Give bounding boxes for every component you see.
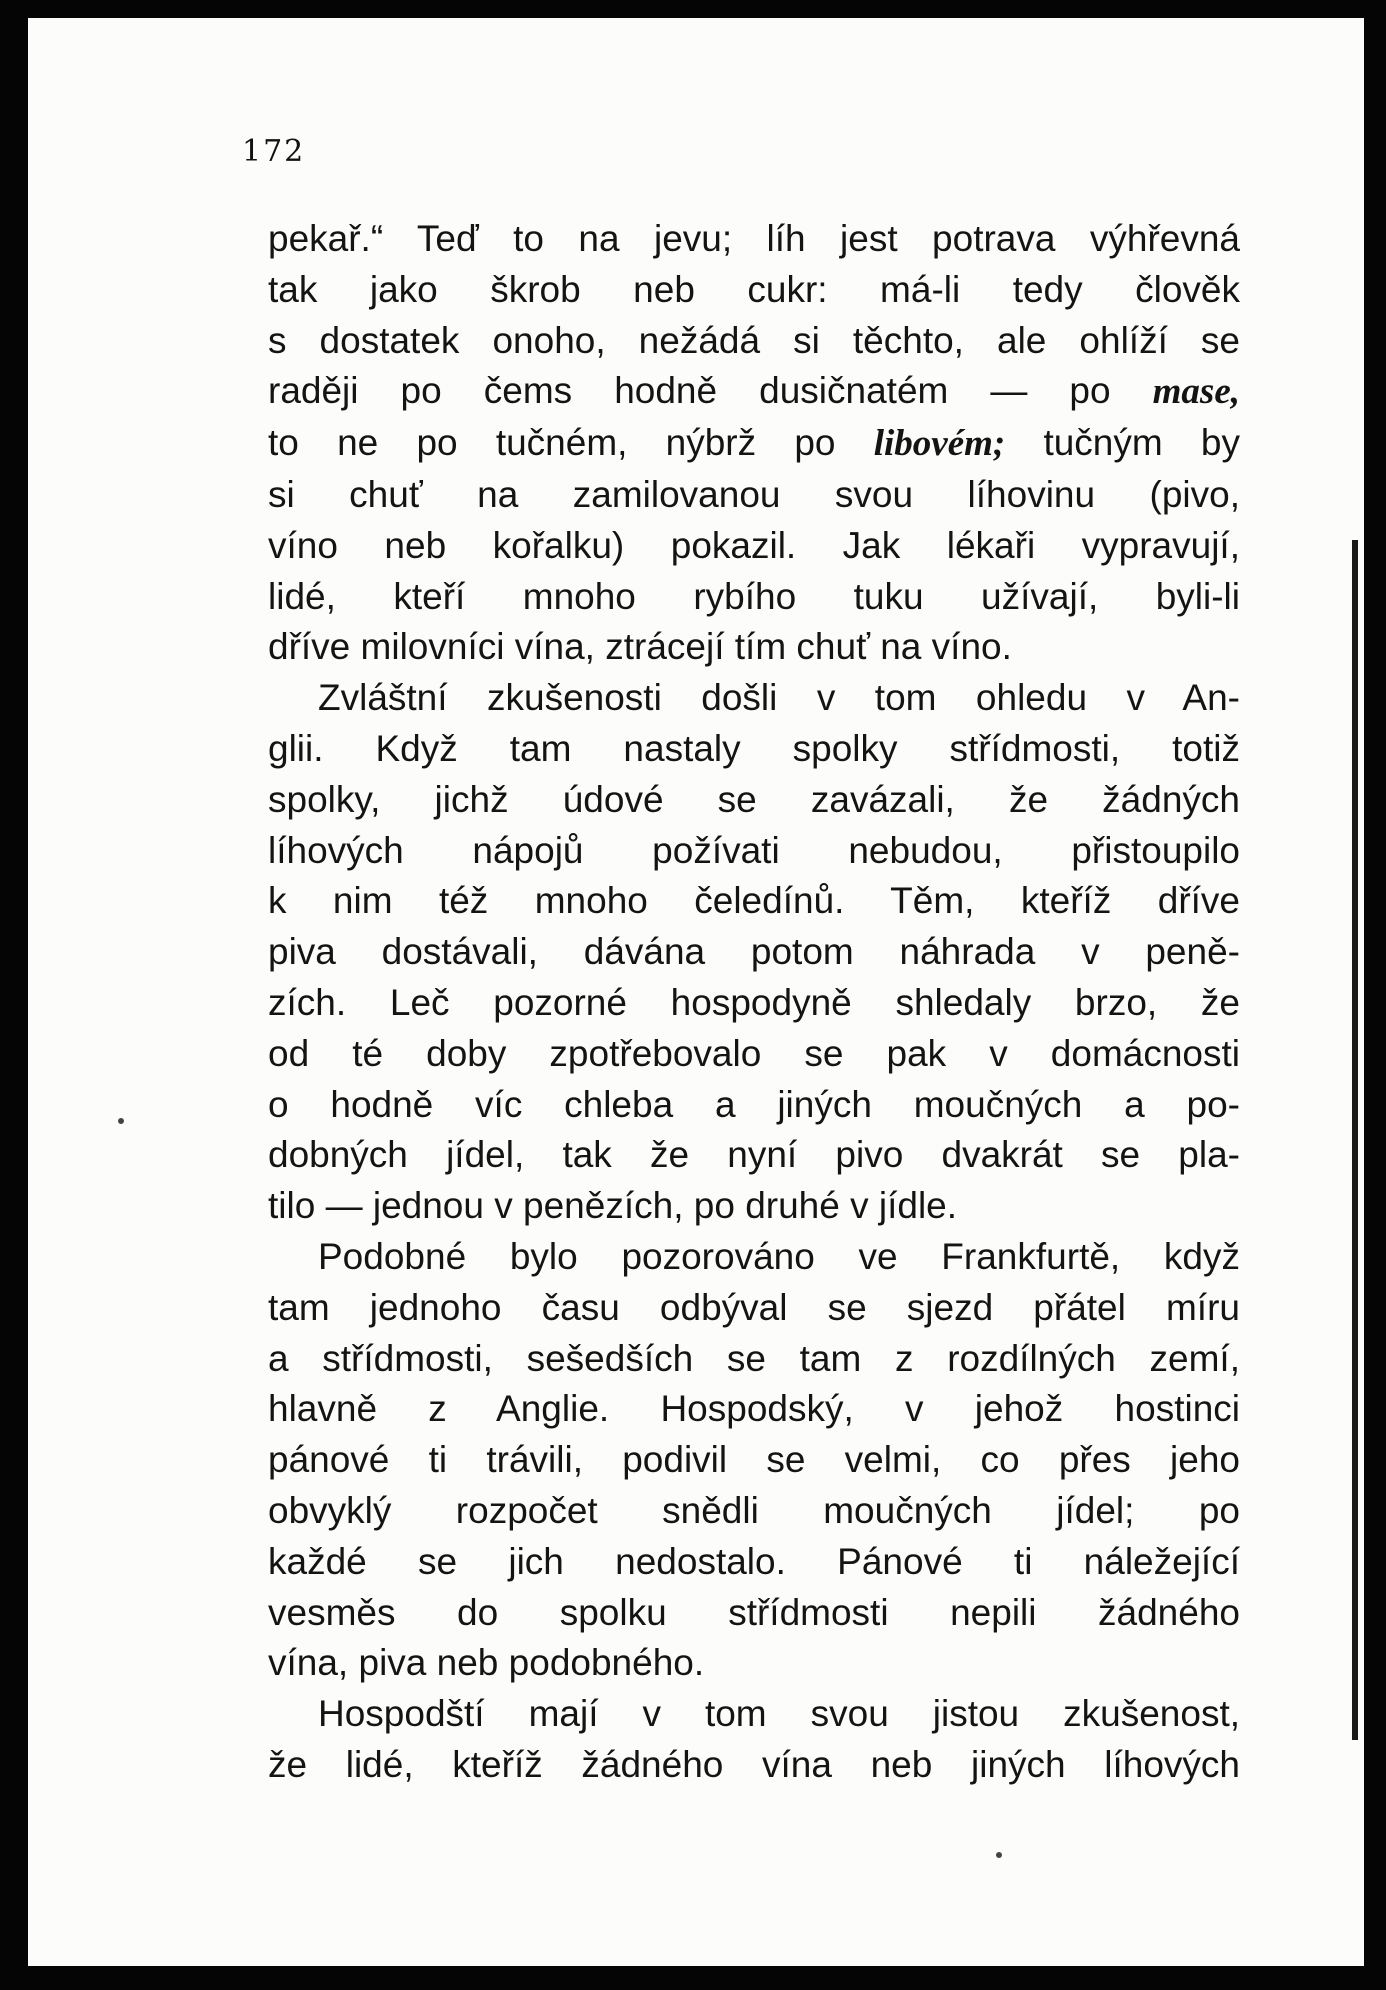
text-segment: spolky, jichž údové se zavázali, že žádných bbox=[268, 778, 1240, 820]
text-line bbox=[268, 1638, 1240, 1689]
text-segment: lidé, kteří mnoho rybího tuku užívají, byli-li bbox=[268, 575, 1240, 617]
text-segment: tam jednoho času odbýval se sjezd přátel míru bbox=[268, 1286, 1240, 1328]
text-line bbox=[268, 521, 1240, 572]
text-segment: pánové ti trávili, podivil se velmi, co přes jeho bbox=[268, 1439, 1240, 1481]
text-segment: Hospodští mají v tom svou jistou zkušenost, bbox=[318, 1693, 1240, 1735]
text-line bbox=[268, 775, 1240, 826]
text-line bbox=[268, 1029, 1240, 1080]
text-line bbox=[268, 876, 1240, 927]
text-segment: Zvláštní zkušenosti došli v tom ohledu v An- bbox=[318, 677, 1240, 719]
emphasized-word: libovém; bbox=[873, 423, 1006, 465]
text-line bbox=[268, 1283, 1240, 1334]
text-segment: a střídmosti, sešedších se tam z rozdílných zemí, bbox=[268, 1337, 1240, 1379]
speck bbox=[996, 1852, 1002, 1858]
text-segment: víno neb kořalku) pokazil. Jak lékaři vypravují, bbox=[268, 524, 1240, 566]
text-segment: pekař.“ Teď to na jevu; líh jest potrava výhřevná bbox=[268, 218, 1240, 259]
page-edge-shadow bbox=[1352, 540, 1358, 1740]
text-line bbox=[268, 1080, 1240, 1131]
text-line bbox=[268, 418, 1240, 470]
text-segment: vesměs do spolku střídmosti nepili žádného bbox=[268, 1591, 1240, 1633]
text-line bbox=[268, 1486, 1240, 1537]
text-segment: dobných jídel, tak že nyní pivo dvakrát se pla- bbox=[268, 1134, 1240, 1176]
text-segment: dříve milovníci vína, ztrácejí tím chuť na víno. bbox=[268, 626, 1012, 668]
text-line bbox=[268, 1232, 1240, 1283]
text-segment: obvyklý rozpočet snědli moučných jídel; po bbox=[268, 1489, 1240, 1531]
text-segment: tilo — jednou v penězích, po druhé v jídle. bbox=[268, 1185, 958, 1227]
speck bbox=[118, 1118, 124, 1124]
text-line bbox=[268, 978, 1240, 1029]
text-line bbox=[268, 1537, 1240, 1588]
text-segment: si chuť na zamilovanou svou líhovinu (pivo, bbox=[268, 473, 1240, 515]
text-line bbox=[268, 724, 1240, 775]
text-segment: raději po čems hodně dusičnatém — po bbox=[268, 370, 1153, 412]
text-line bbox=[268, 572, 1240, 623]
text-line bbox=[268, 316, 1240, 367]
page-body-text bbox=[268, 214, 1240, 1791]
text-segment: zích. Leč pozorné hospodyně shledaly brzo, že bbox=[268, 981, 1240, 1023]
text-line bbox=[268, 1384, 1240, 1435]
text-line bbox=[268, 1334, 1240, 1385]
text-line bbox=[268, 1435, 1240, 1486]
text-line bbox=[268, 927, 1240, 978]
text-segment: tučným by bbox=[1005, 422, 1240, 464]
text-segment: o hodně víc chleba a jiných moučných a po- bbox=[268, 1083, 1240, 1125]
text-line bbox=[268, 470, 1240, 521]
text-segment: hlavně z Anglie. Hospodský, v jehož hostinci bbox=[268, 1388, 1240, 1430]
text-line bbox=[268, 673, 1240, 724]
text-segment: líhových nápojů požívati nebudou, přistoupilo bbox=[268, 829, 1240, 871]
text-segment: že lidé, kteříž žádného vína neb jiných líhových bbox=[268, 1743, 1240, 1785]
text-segment: s dostatek onoho, nežádá si těchto, ale ohlíží se bbox=[268, 319, 1240, 361]
text-line bbox=[268, 826, 1240, 877]
text-segment: vína, piva neb podobného. bbox=[268, 1642, 705, 1684]
text-line bbox=[268, 1130, 1240, 1181]
text-line bbox=[268, 1588, 1240, 1639]
text-segment: k nim též mnoho čeledínů. Těm, kteříž dříve bbox=[268, 880, 1240, 922]
text-segment: od té doby zpotřebovalo se pak v domácnosti bbox=[268, 1032, 1240, 1074]
text-line bbox=[268, 265, 1240, 316]
text-line bbox=[268, 1181, 1240, 1232]
text-line bbox=[268, 1689, 1240, 1740]
emphasized-word: mase, bbox=[1152, 371, 1240, 413]
text-segment: Podobné bylo pozorováno ve Frankfurtě, když bbox=[318, 1235, 1240, 1277]
text-segment: glii. Když tam nastaly spolky střídmosti, totiž bbox=[268, 727, 1240, 769]
text-line bbox=[268, 1740, 1240, 1791]
text-line bbox=[268, 366, 1240, 418]
text-segment: piva dostávali, dávána potom náhrada v peně- bbox=[268, 931, 1240, 973]
book-page bbox=[28, 18, 1364, 1966]
page-number: 172 bbox=[242, 134, 306, 169]
text-segment: tak jako škrob neb cukr: má-li tedy člověk bbox=[268, 268, 1240, 310]
text-line bbox=[268, 214, 1240, 265]
text-segment: každé se jich nedostalo. Pánové ti náležející bbox=[268, 1540, 1240, 1582]
text-segment: to ne po tučném, nýbrž po bbox=[268, 422, 874, 464]
text-line bbox=[268, 622, 1240, 673]
